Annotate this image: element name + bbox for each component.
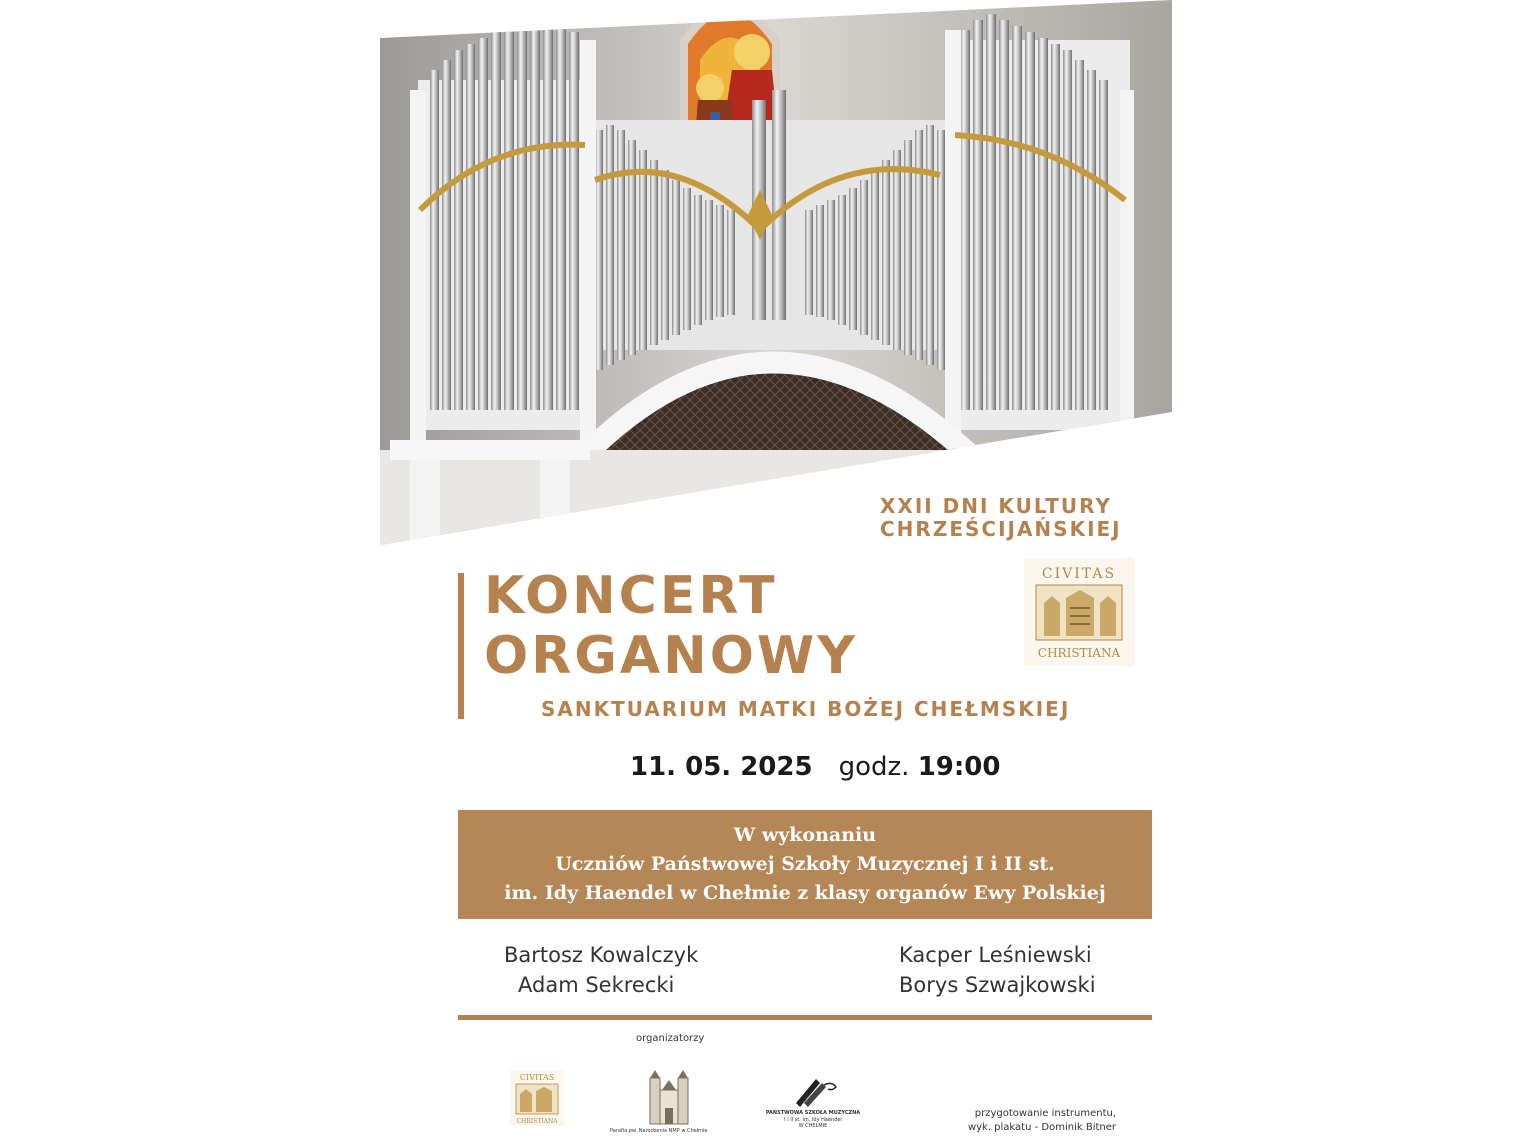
band-line-2: Uczniów Państwowej Szkoły Muzycznej I i II st.: [555, 853, 1055, 875]
performer-name: Borys Szwajkowski: [899, 973, 1096, 997]
logo-bottom-text: CHRISTIANA: [1037, 646, 1121, 660]
time-label: godz.: [838, 752, 910, 782]
poster-credits: [960, 1107, 1116, 1135]
logo-top-text: CIVITAS: [1041, 566, 1117, 582]
small-logo-bottom-text: CHRISTIANA: [516, 1118, 558, 1125]
civitas-small-logo: [510, 1070, 564, 1126]
music-school-caption-3: W CHEŁMIE: [798, 1123, 828, 1129]
concert-title: [484, 566, 858, 686]
band-line-1: W wykonaniu: [733, 824, 877, 846]
credit-line-1: przygotowanie instrumentu,: [974, 1108, 1116, 1119]
performers-band: [458, 810, 1152, 919]
credit-line-2: wyk. plakatu - Dominik Bitner: [967, 1122, 1116, 1133]
music-school-caption-2: I i II st. im. Idy Haendel: [784, 1117, 842, 1123]
music-school-logo: [792, 1075, 840, 1107]
divider: [458, 1015, 1152, 1020]
title-line-2: ORGANOWY: [484, 626, 858, 686]
performer-name: Kacper Leśniewski: [899, 943, 1092, 967]
festival-line-1: XXII DNI KULTURY: [880, 494, 1112, 518]
title-accent-bar: [458, 573, 464, 719]
title-line-1: KONCERT: [484, 566, 778, 626]
church-logo: [644, 1068, 694, 1126]
small-logo-top-text: CIVITAS: [519, 1073, 555, 1082]
festival-title: [880, 495, 1122, 541]
festival-line-2: CHRZEŚCIJAŃSKIEJ: [880, 517, 1122, 541]
parish-caption: Parafia pw. Narodzenia NMP w Chełmie: [610, 1128, 708, 1134]
music-school-caption-1: PAŃSTWOWA SZKOŁA MUZYCZNA: [765, 1110, 861, 1116]
performer-name: Bartosz Kowalczyk: [504, 943, 699, 967]
organ-photo: [380, 0, 1172, 545]
performer-name: Adam Sekrecki: [518, 973, 675, 997]
venue-name: SANKTUARIUM MATKI BOŻEJ CHEŁMSKIEJ: [541, 697, 1071, 721]
organizers-label: organizatorzy: [636, 1033, 705, 1044]
event-datetime: [630, 752, 1000, 782]
event-date: 11. 05. 2025: [630, 752, 813, 782]
civitas-christiana-logo: [1024, 558, 1134, 666]
event-time: 19:00: [917, 752, 1001, 782]
band-line-3: im. Idy Haendel w Chełmie z klasy organów Ewy Polskiej: [504, 882, 1106, 904]
